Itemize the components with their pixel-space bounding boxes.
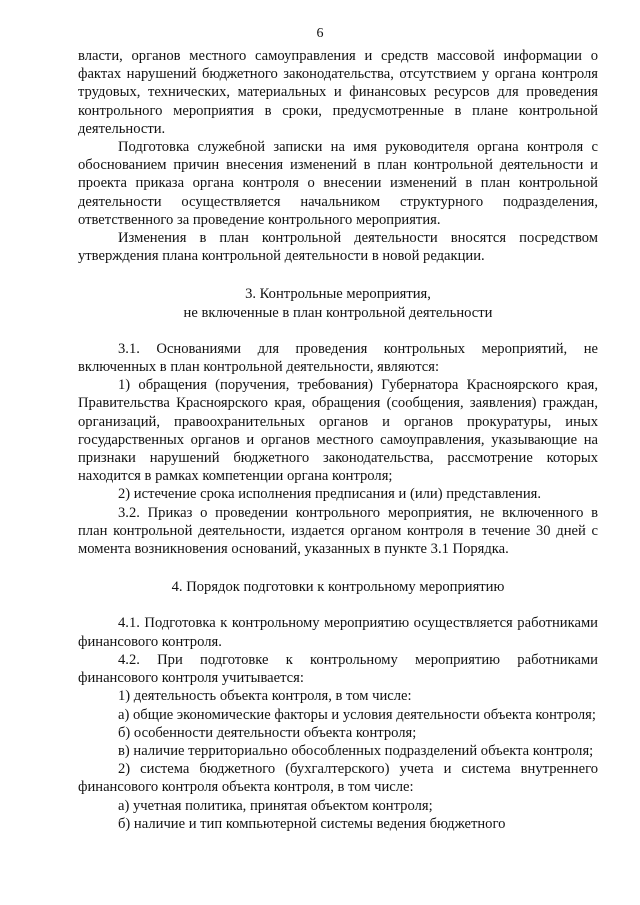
section-3-title-line-2: не включенные в план контрольной деятельности xyxy=(183,304,493,321)
intro-paragraph-2: Подготовка служебной записки на имя руководителя органа контроля с обоснованием причин внесения изменений в план контрольной деятельности и проекта приказа органа контроля о внесении изменений в план контрольной деятельности осуществляется начальником структурного подразделения, ответственного за проведение контрольного мероприятия. xyxy=(78,139,598,228)
intro-paragraph-3: Изменения в план контрольной деятельности вносятся посредством утверждения плана контрольной деятельности в новой редакции. xyxy=(78,230,598,265)
clause-4-2-item-1c: в) наличие территориально обособленных подразделений объекта контроля; xyxy=(118,742,594,759)
section-3-title-line-1: 3. Контрольные мероприятия, xyxy=(245,286,431,303)
clause-4-2-item-1a: а) общие экономические факторы и условия деятельности объекта контроля; xyxy=(118,706,596,723)
clause-4-2-item-1b: б) особенности деятельности объекта контроля; xyxy=(118,724,417,741)
section-4-title: 4. Порядок подготовки к контрольному мероприятию xyxy=(171,579,505,596)
clause-4-2-item-2b: б) наличие и тип компьютерной системы ведения бюджетного xyxy=(118,815,506,832)
clause-4-2: 4.2. При подготовке к контрольному мероприятию работниками финансового контроля учитывается: xyxy=(78,651,598,687)
page-number: 6 xyxy=(316,26,324,41)
clause-3-2: 3.2. Приказ о проведении контрольного мероприятия, не включенного в план контрольной деятельности, издается органом контроля в течение 30 дней с момента возникновения оснований, указанных в пункте 3.1 Порядка. xyxy=(78,504,598,558)
document-body xyxy=(78,47,598,833)
clause-4-2-item-1: 1) деятельность объекта контроля, в том числе: xyxy=(118,688,412,705)
clause-3-1: 3.1. Основаниями для проведения контрольных мероприятий, не включенных в план контрольной деятельности, являются: xyxy=(78,340,598,376)
clause-3-1-item-1: 1) обращения (поручения, требования) Губернатора Красноярского края, Правительства Красноярского края, обращения (сообщения, заявления) граждан, организаций, правоохранительных органов и органов прокуратуры, иных государственных органов и органов местного самоуправления, указывающие на признаки нарушений бюджетного законодательства, рассмотрение которых находится в рамках компетенции органа контроля; xyxy=(78,377,598,485)
clause-4-2-item-2: 2) система бюджетного (бухгалтерского) учета и система внутреннего финансового контроля объекта контроля, в том числе: xyxy=(78,761,598,796)
clause-4-2-item-2a: а) учетная политика, принятая объектом контроля; xyxy=(118,797,433,814)
clause-4-1: 4.1. Подготовка к контрольному мероприятию осуществляется работниками финансового контроля. xyxy=(78,615,598,650)
intro-paragraph-1: власти, органов местного самоуправления и средств массовой информации о фактах нарушений бюджетного законодательства, отсутствием у органа контроля трудовых, технических, материальных и финансовых ресурсов для проведения контрольного мероприятия в сроки, предусмотренные в плане контрольной деятельности. xyxy=(78,48,598,137)
clause-3-1-item-2: 2) истечение срока исполнения предписания и (или) представления. xyxy=(118,486,542,503)
section-3-heading xyxy=(78,285,598,321)
section-4-heading xyxy=(78,578,598,596)
